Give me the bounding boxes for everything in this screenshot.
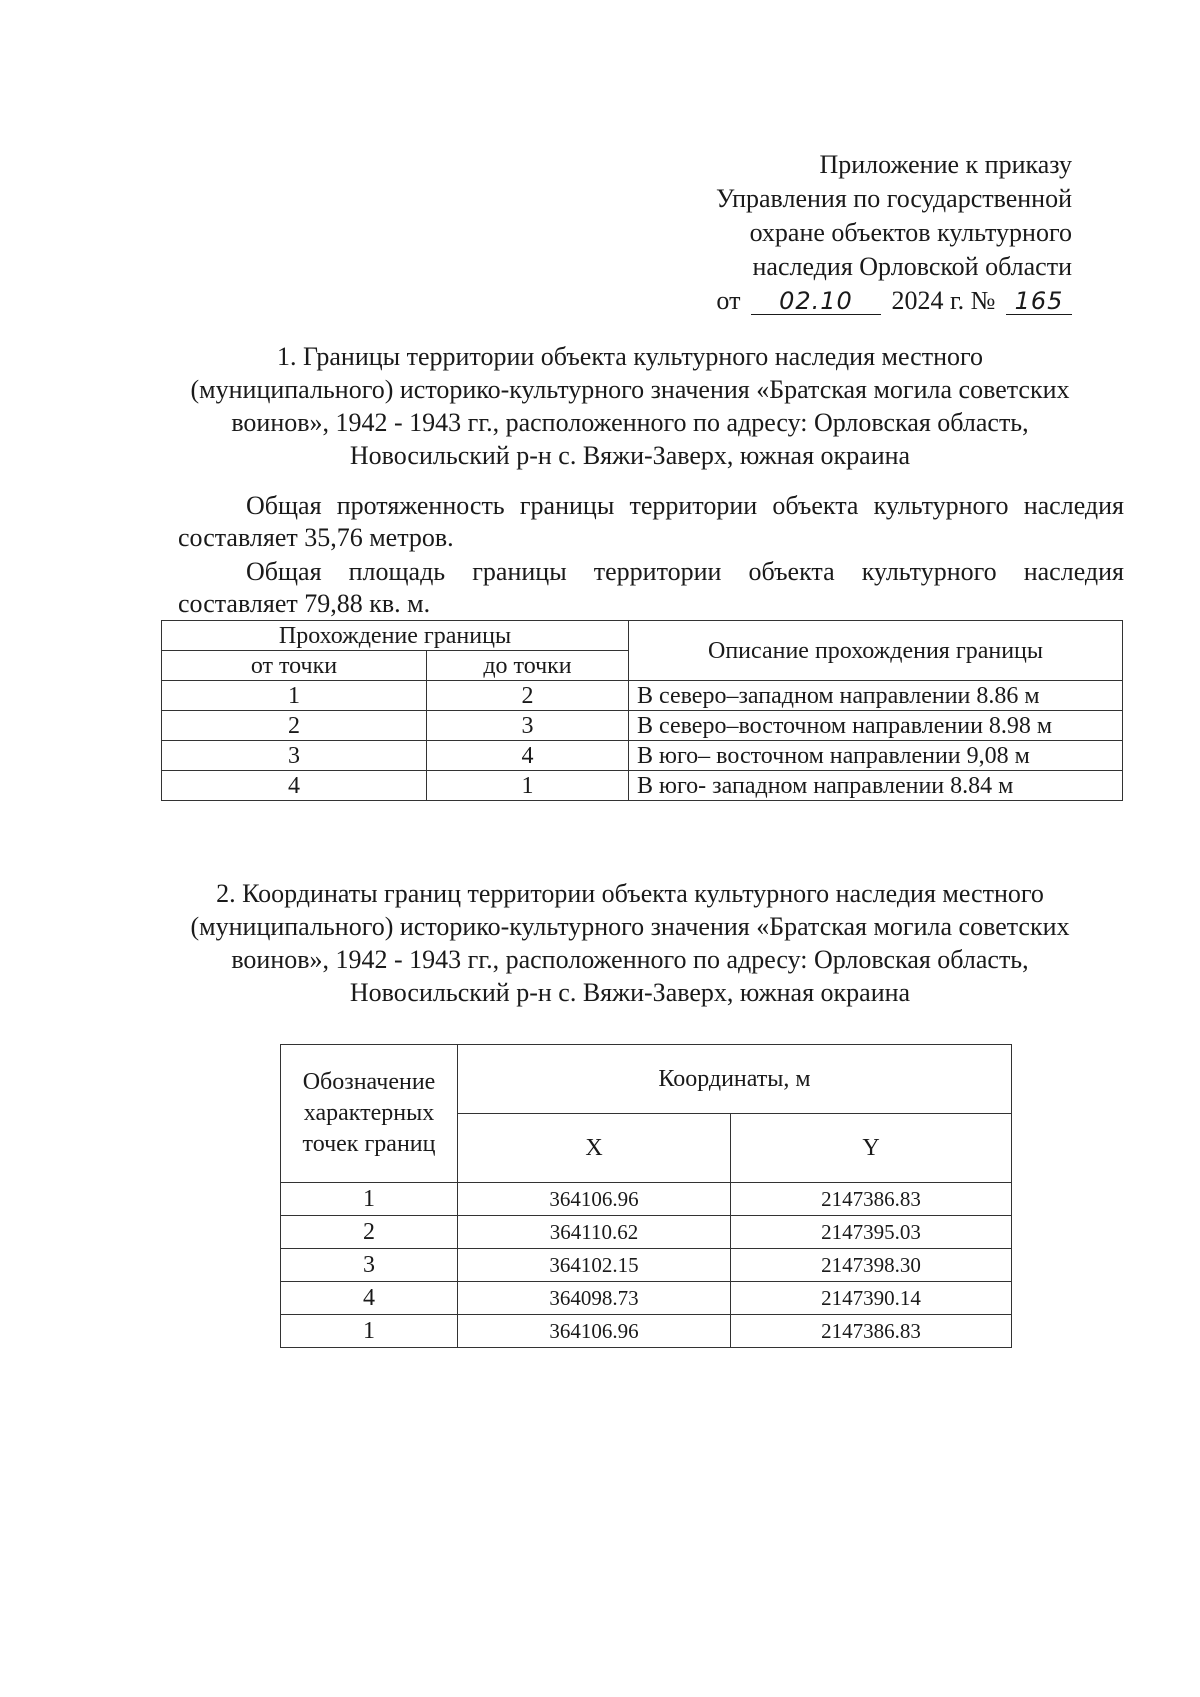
section-1-title-line: (муниципального) историко-культурного значения «Братская могила советских — [190, 375, 1070, 404]
cell-from: 4 — [162, 771, 427, 801]
total-length-paragraph: Общая протяженность границы территории объекта культурного наследия составляет 35,76 метров. — [178, 491, 1124, 552]
table-header-row — [162, 621, 1123, 651]
cell-x: 364098.73 — [458, 1282, 731, 1315]
year-text: 2024 г. № — [891, 286, 996, 315]
table-header-row — [281, 1045, 1012, 1114]
annex-header — [716, 148, 1072, 318]
cell-y: 2147390.14 — [731, 1282, 1012, 1315]
header-from-point: от точки — [162, 651, 427, 681]
annex-line-4: наследия Орловской области — [752, 252, 1072, 281]
cell-x: 364106.96 — [458, 1183, 731, 1216]
cell-y: 2147398.30 — [731, 1249, 1012, 1282]
cell-point: 1 — [281, 1315, 458, 1348]
table-row — [281, 1249, 1012, 1282]
order-date-number-row — [716, 284, 1072, 318]
cell-y: 2147395.03 — [731, 1216, 1012, 1249]
section-1-title — [160, 340, 1100, 472]
annex-line-1: Приложение к приказу — [819, 150, 1072, 179]
table-row — [162, 681, 1123, 711]
cell-to: 2 — [426, 681, 628, 711]
cell-to: 1 — [426, 771, 628, 801]
cell-y: 2147386.83 — [731, 1315, 1012, 1348]
header-coordinates: Координаты, м — [458, 1045, 1012, 1114]
cell-x: 364106.96 — [458, 1315, 731, 1348]
header-y: Y — [731, 1114, 1012, 1183]
cell-x: 364110.62 — [458, 1216, 731, 1249]
section-2-title-line: воинов», 1942 - 1943 гг., расположенного по адресу: Орловская область, — [231, 945, 1029, 974]
header-description: Описание прохождения границы — [629, 621, 1123, 681]
annex-line-2: Управления по государственной — [715, 184, 1072, 213]
table-row — [281, 1216, 1012, 1249]
total-area-paragraph: Общая площадь границы территории объекта культурного наследия составляет 79,88 кв. м. — [178, 557, 1124, 618]
handwritten-order-number: 165 — [1006, 288, 1072, 315]
coordinates-table — [280, 1044, 1012, 1348]
table-row — [162, 711, 1123, 741]
cell-x: 364102.15 — [458, 1249, 731, 1282]
header-x: X — [458, 1114, 731, 1183]
section-2-title-line: Новосильский р-н с. Вяжи-Заверх, южная окраина — [349, 978, 911, 1007]
cell-from: 2 — [162, 711, 427, 741]
cell-point: 1 — [281, 1183, 458, 1216]
cell-description: В юго- западном направлении 8.84 м — [629, 771, 1123, 801]
cell-description: В северо–западном направлении 8.86 м — [629, 681, 1123, 711]
cell-from: 1 — [162, 681, 427, 711]
table-row — [162, 741, 1123, 771]
cell-y: 2147386.83 — [731, 1183, 1012, 1216]
handwritten-date: 02.10 — [751, 288, 881, 315]
cell-description: В юго– восточном направлении 9,08 м — [629, 741, 1123, 771]
table-row — [281, 1315, 1012, 1348]
section-2-title — [160, 877, 1100, 1009]
header-points: Обозначение характерных точек границ — [281, 1045, 458, 1183]
cell-point: 2 — [281, 1216, 458, 1249]
cell-description: В северо–восточном направлении 8.98 м — [629, 711, 1123, 741]
header-to-point: до точки — [426, 651, 628, 681]
cell-point: 3 — [281, 1249, 458, 1282]
cell-from: 3 — [162, 741, 427, 771]
section-2-title-line: (муниципального) историко-культурного значения «Братская могила советских — [190, 912, 1070, 941]
section-1-title-line: 1. Границы территории объекта культурного наследия местного — [276, 342, 984, 371]
header-passage: Прохождение границы — [162, 621, 629, 651]
section-2-title-line: 2. Координаты границ территории объекта культурного наследия местного — [216, 879, 1044, 908]
cell-to: 4 — [426, 741, 628, 771]
from-prefix: от — [716, 286, 741, 315]
section-1-title-line: Новосильский р-н с. Вяжи-Заверх, южная окраина — [349, 441, 911, 470]
annex-line-3: охране объектов культурного — [749, 218, 1072, 247]
table-row — [162, 771, 1123, 801]
boundary-passage-table — [161, 620, 1123, 801]
table-row — [281, 1282, 1012, 1315]
cell-point: 4 — [281, 1282, 458, 1315]
cell-to: 3 — [426, 711, 628, 741]
table-row — [281, 1183, 1012, 1216]
section-1-title-line: воинов», 1942 - 1943 гг., расположенного по адресу: Орловская область, — [231, 408, 1029, 437]
